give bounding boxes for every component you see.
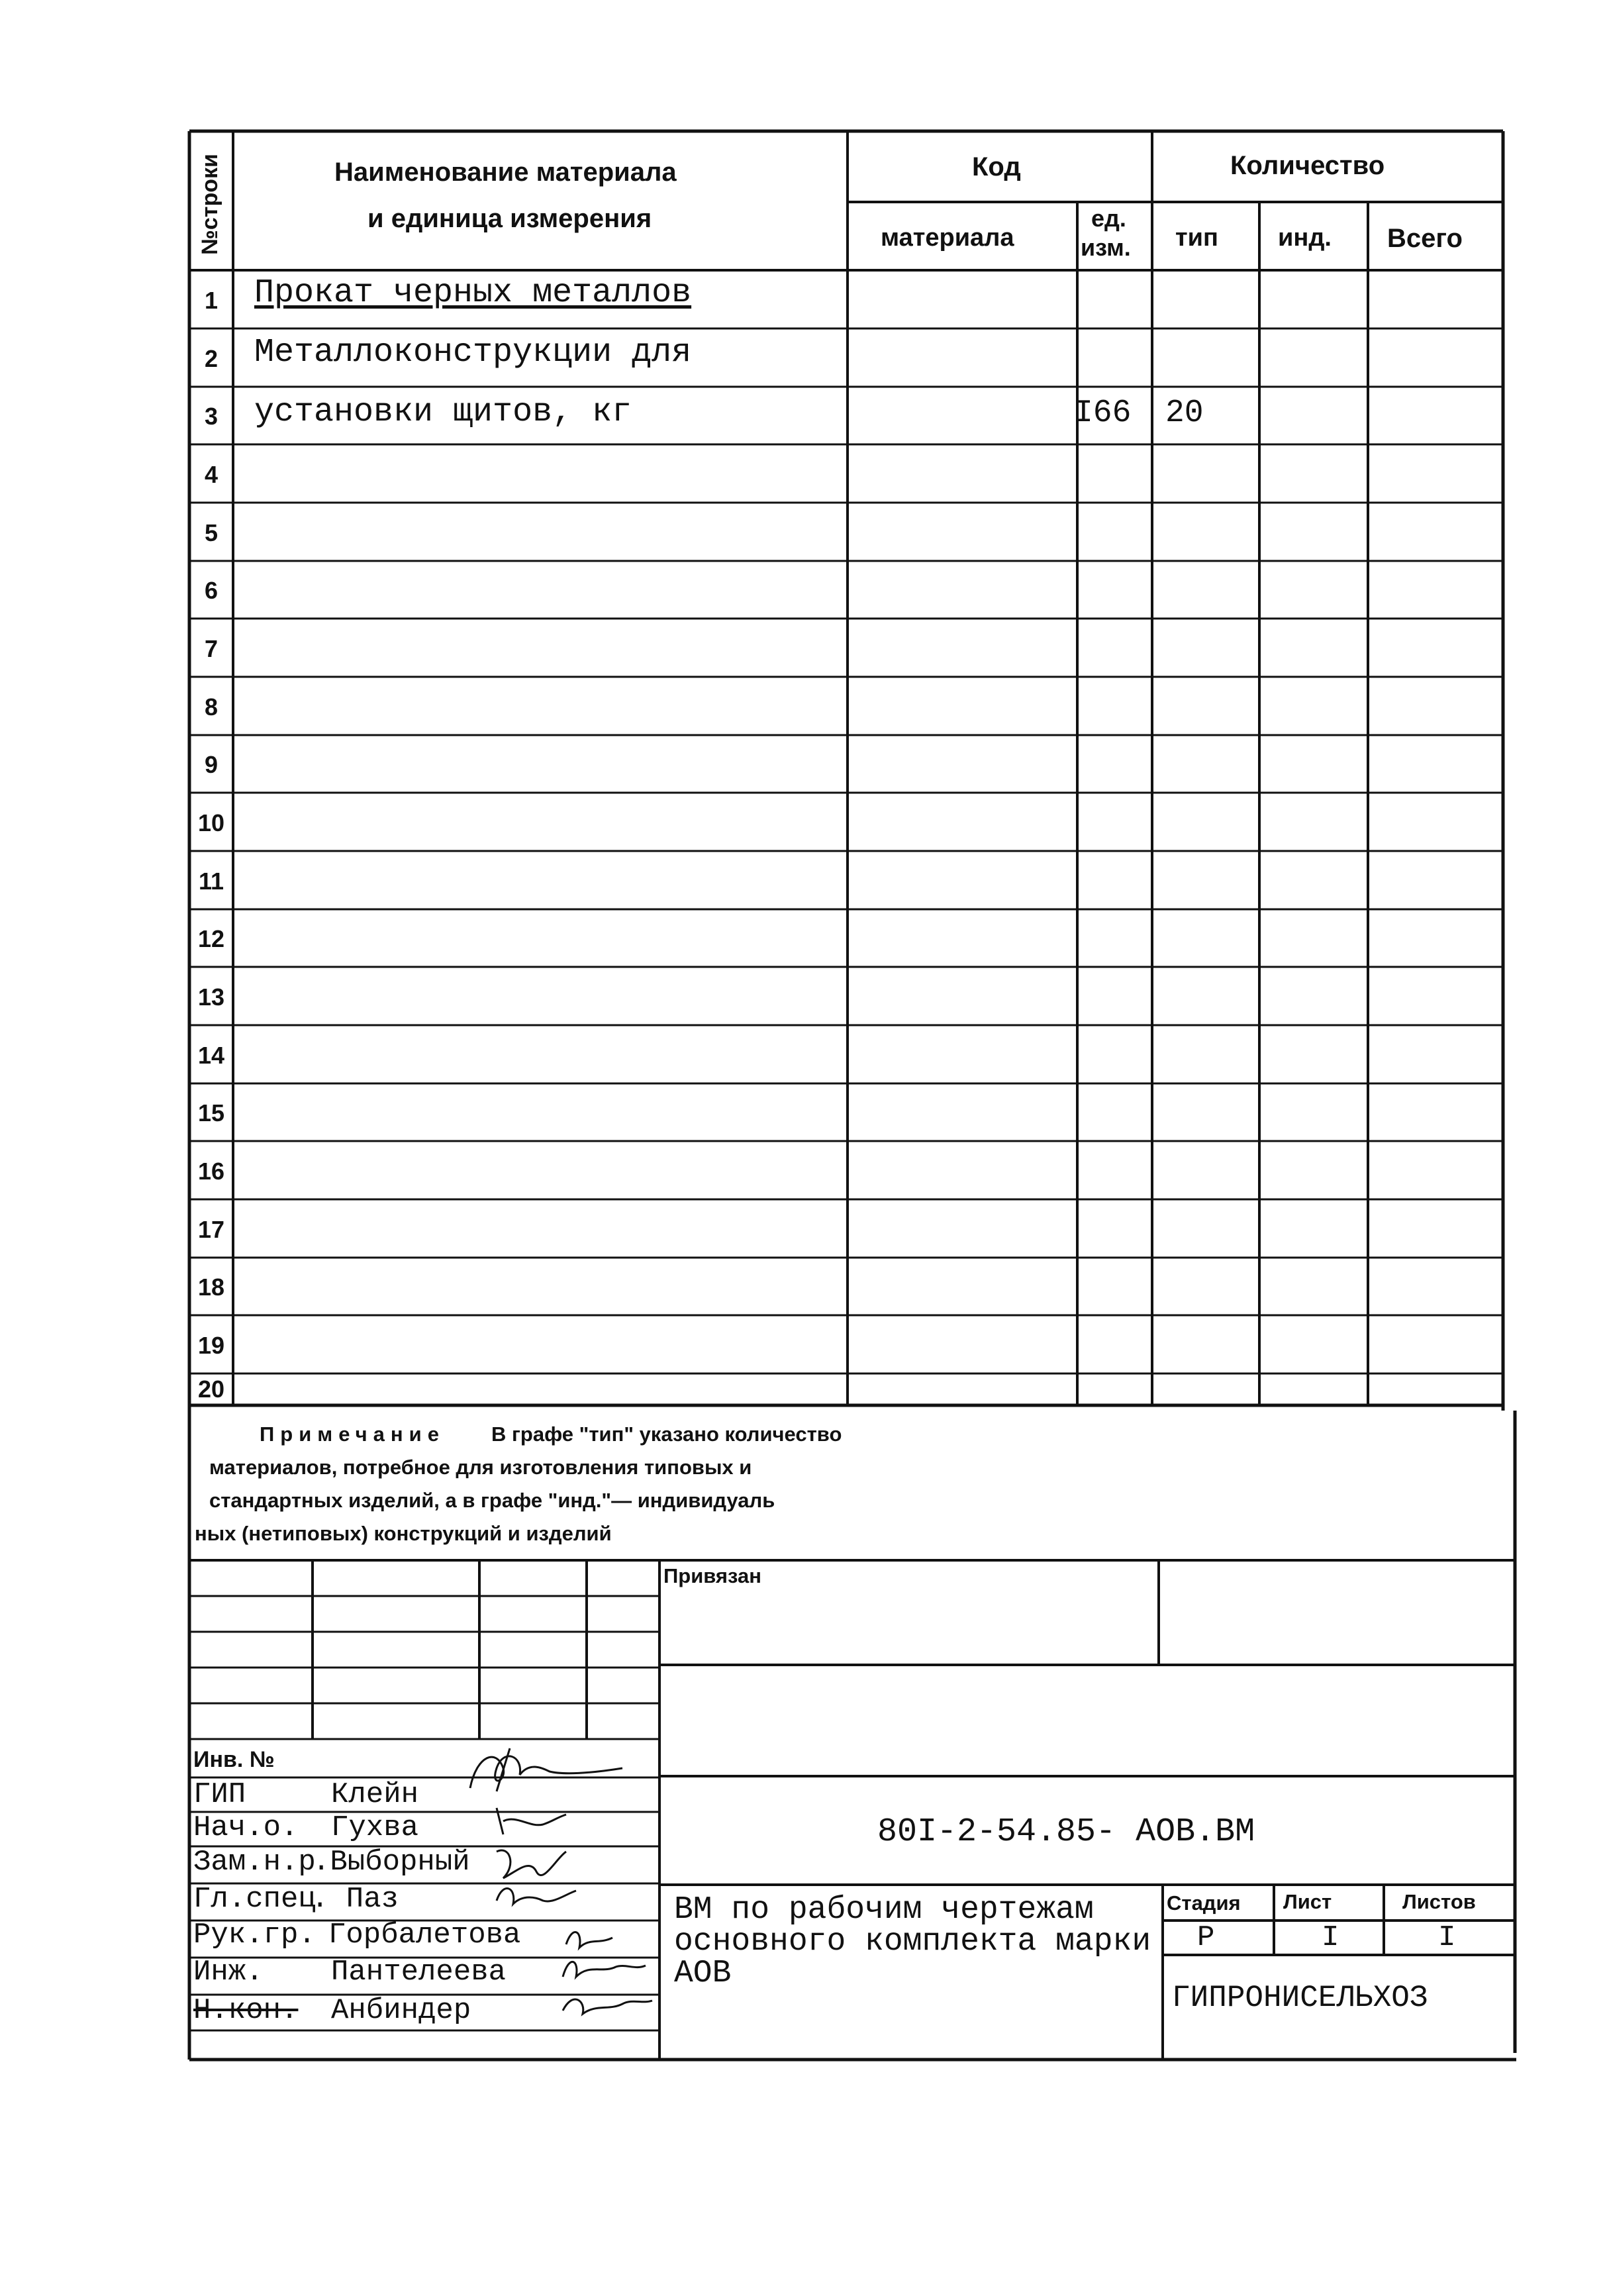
- row-number: 14: [197, 1042, 225, 1069]
- row-number: 11: [198, 868, 224, 895]
- organization-name: ГИПРОНИСЕЛЬХОЗ: [1172, 1981, 1428, 2015]
- sheets-value: I: [1438, 1921, 1456, 1954]
- signature-klein: [457, 1742, 629, 1795]
- row-number: 20: [197, 1375, 225, 1403]
- sheet-label: Лист: [1283, 1890, 1332, 1913]
- signer-name: .Выборный: [313, 1846, 470, 1879]
- row-name: Прокат черных металлов: [254, 274, 692, 312]
- header-name-line2: и единица измерения: [367, 204, 652, 233]
- document-designation: 80I-2-54.85- АОВ.ВМ: [877, 1813, 1255, 1851]
- stage-value: Р: [1197, 1921, 1215, 1954]
- signature-gukhva: [490, 1801, 569, 1841]
- header-qty-type: тип: [1175, 224, 1218, 252]
- sheets-label: Листов: [1402, 1890, 1476, 1913]
- row-number: 3: [204, 403, 219, 430]
- header-qty-ind: инд.: [1278, 224, 1332, 252]
- header-qty-total: Всего: [1387, 224, 1463, 253]
- signer-name: Горбалетова: [328, 1919, 521, 1952]
- header-code-material: материала: [881, 224, 1014, 252]
- header-row-number: №строки: [197, 154, 222, 255]
- signer-name: Пантелеева: [331, 1956, 507, 1989]
- row-unit: I66: [1074, 395, 1132, 431]
- row-number: 9: [204, 751, 219, 778]
- note-line4: ных (нетиповых) конструкций и изделий: [195, 1522, 612, 1545]
- row-number: 13: [197, 983, 225, 1011]
- document-title-line1: ВМ по рабочим чертежам: [674, 1892, 1094, 1928]
- signer-role: Инж.: [193, 1956, 264, 1989]
- note-line3: стандартных изделий, а в графе "инд."— индивидуаль: [209, 1489, 775, 1512]
- signer-role: Гл.спец: [193, 1883, 316, 1916]
- signer-name: Анбиндер: [331, 1994, 471, 2027]
- header-code-unit-2: изм.: [1081, 234, 1131, 261]
- document-title-line2: основного комплекта марки: [674, 1924, 1151, 1960]
- row-number: 5: [204, 519, 219, 546]
- row-number: 16: [197, 1158, 225, 1185]
- row-name: Металлоконструкции для: [254, 334, 692, 372]
- signature-panteleeva: [556, 1947, 649, 1987]
- inventory-number-label: Инв. №: [193, 1747, 275, 1772]
- row-number: 8: [204, 693, 219, 721]
- row-number: 1: [204, 287, 219, 314]
- header-code: Код: [972, 152, 1021, 181]
- signer-name: Клейн: [331, 1778, 419, 1811]
- privyazan-label: Привязан: [663, 1564, 761, 1587]
- row-type-qty: 20: [1165, 395, 1204, 431]
- header-name-line1: Наименование материала: [334, 158, 677, 187]
- header-code-unit-1: ед.: [1091, 205, 1126, 232]
- row-number: 18: [197, 1273, 225, 1301]
- stage-label: Стадия: [1167, 1891, 1241, 1915]
- signer-role: ГИП: [193, 1778, 246, 1811]
- row-number: 15: [197, 1099, 225, 1126]
- note-line2: материалов, потребное для изготовления типовых и: [209, 1456, 752, 1479]
- signer-role: Н.кон.: [193, 1994, 299, 2027]
- note-line1: В графе "тип" указано количество: [491, 1423, 842, 1446]
- row-number: 10: [197, 809, 225, 836]
- row-number: 4: [204, 461, 219, 488]
- row-number: 19: [197, 1332, 225, 1359]
- row-number: 6: [204, 577, 219, 604]
- document-title-line3: АОВ: [674, 1956, 732, 1991]
- row-number: 17: [197, 1216, 225, 1243]
- signature-paz: [490, 1874, 583, 1914]
- signer-role: Рук.гр.: [193, 1919, 316, 1952]
- header-quantity: Количество: [1230, 151, 1385, 180]
- sheet-value: I: [1322, 1921, 1339, 1954]
- note-label: Примечание: [260, 1423, 445, 1446]
- row-number: 2: [204, 345, 219, 372]
- row-name: установки щитов, кг: [254, 393, 632, 431]
- signer-name: . Паз: [311, 1883, 399, 1916]
- signer-role: Нач.о.: [193, 1811, 299, 1844]
- row-number: 7: [204, 635, 219, 662]
- signer-role: Зам.н.р: [193, 1846, 316, 1879]
- signer-name: Гухва: [331, 1811, 419, 1844]
- signature-anbinder: [556, 1984, 656, 2024]
- row-number: 12: [197, 925, 225, 952]
